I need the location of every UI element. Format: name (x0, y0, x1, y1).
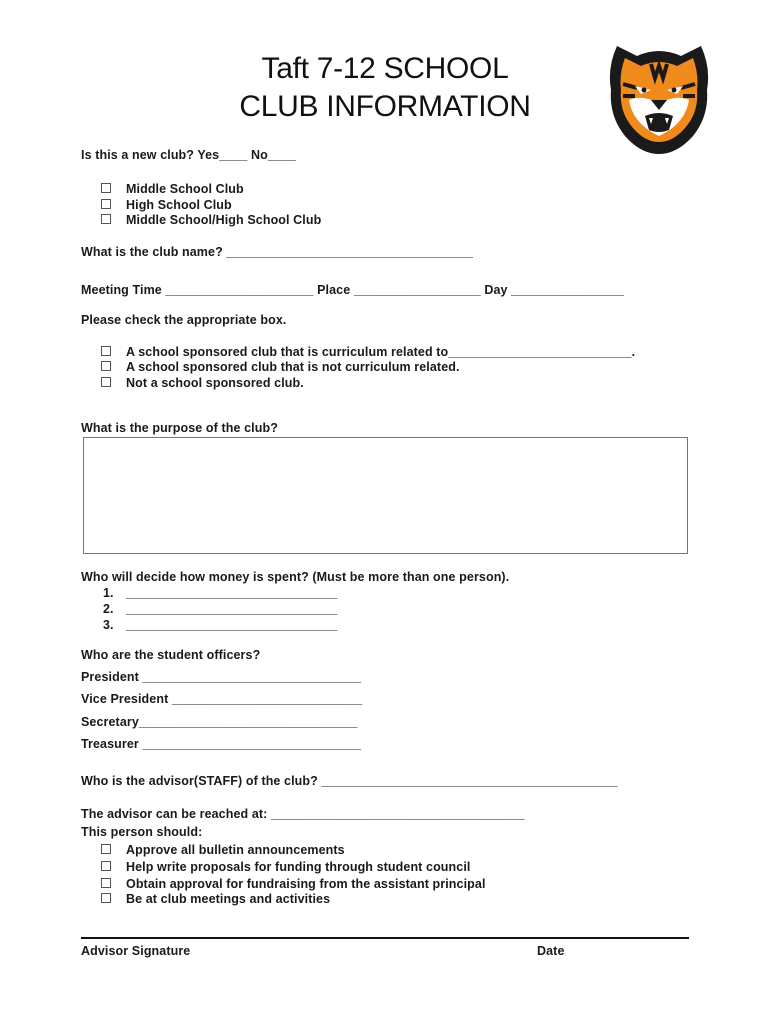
option-not-curriculum-related[interactable] (101, 359, 661, 375)
advisor-contact-field[interactable]: The advisor can be reached at: ____________________________________ (81, 807, 525, 821)
money-line-number: 1. (103, 586, 114, 600)
check-prompt: Please check the appropriate box. (81, 313, 287, 327)
option-high-school[interactable] (101, 197, 401, 213)
checkbox-icon[interactable] (101, 214, 111, 224)
signature-line[interactable] (81, 937, 689, 939)
duty-meetings[interactable] (101, 891, 601, 907)
president-field[interactable]: President _______________________________ (81, 670, 362, 684)
money-line-number: 3. (103, 618, 114, 632)
purpose-question: What is the purpose of the club? (81, 421, 278, 435)
checkbox-icon[interactable] (101, 861, 111, 871)
new-club-question: Is this a new club? Yes____ No____ (81, 148, 297, 162)
checkbox-icon[interactable] (101, 893, 111, 903)
person-should-label: This person should: (81, 825, 203, 839)
money-line-3[interactable]: ______________________________ (126, 618, 338, 632)
checkbox-icon[interactable] (101, 361, 111, 371)
duty-label: Help write proposals for funding through student council (126, 860, 471, 874)
option-not-sponsored[interactable] (101, 375, 661, 391)
money-line-number: 2. (103, 602, 114, 616)
tiger-head-icon (603, 38, 715, 156)
duty-label: Approve all bulletin announcements (126, 843, 345, 857)
money-line-2[interactable]: ______________________________ (126, 602, 338, 616)
checkbox-icon[interactable] (101, 346, 111, 356)
duty-bulletin[interactable] (101, 842, 601, 858)
duty-label: Obtain approval for fundraising from the assistant principal (126, 877, 486, 891)
checkbox-icon[interactable] (101, 377, 111, 387)
page-title-line1: Taft 7-12 SCHOOL (261, 52, 509, 85)
date-label: Date (537, 944, 565, 958)
option-label: Not a school sponsored club. (126, 376, 304, 390)
purpose-textarea[interactable] (83, 437, 688, 554)
club-name-field[interactable]: What is the club name? ___________________________________ (81, 245, 474, 259)
money-line-1[interactable]: ______________________________ (126, 586, 338, 600)
duty-label: Be at club meetings and activities (126, 892, 331, 906)
vice-president-field[interactable]: Vice President ___________________________ (81, 692, 363, 706)
option-label: Middle School Club (126, 182, 244, 196)
advisor-field[interactable]: Who is the advisor(STAFF) of the club? __________________________________________ (81, 774, 618, 788)
checkbox-icon[interactable] (101, 183, 111, 193)
option-curriculum-related[interactable] (101, 344, 661, 360)
option-label: A school sponsored club that is not curriculum related. (126, 360, 460, 374)
checkbox-icon[interactable] (101, 199, 111, 209)
option-middle-school[interactable] (101, 181, 401, 197)
option-label: Middle School/High School Club (126, 213, 322, 227)
treasurer-field[interactable]: Treasurer _______________________________ (81, 737, 362, 751)
checkbox-icon[interactable] (101, 844, 111, 854)
officers-question: Who are the student officers? (81, 648, 261, 662)
advisor-signature-label: Advisor Signature (81, 944, 191, 958)
option-label: High School Club (126, 198, 232, 212)
meeting-details-field[interactable]: Meeting Time _____________________ Place __________________ Day ________________ (81, 283, 624, 297)
checkbox-icon[interactable] (101, 878, 111, 888)
duty-fundraising[interactable] (101, 876, 601, 892)
secretary-field[interactable]: Secretary_______________________________ (81, 715, 358, 729)
money-question: Who will decide how money is spent? (Must be more than one person). (81, 570, 510, 584)
duty-proposals[interactable] (101, 859, 601, 875)
option-middle-high-school[interactable] (101, 212, 401, 228)
option-label: A school sponsored club that is curriculum related to__________________________. (126, 345, 636, 359)
page-title-line2: CLUB INFORMATION (239, 90, 531, 123)
